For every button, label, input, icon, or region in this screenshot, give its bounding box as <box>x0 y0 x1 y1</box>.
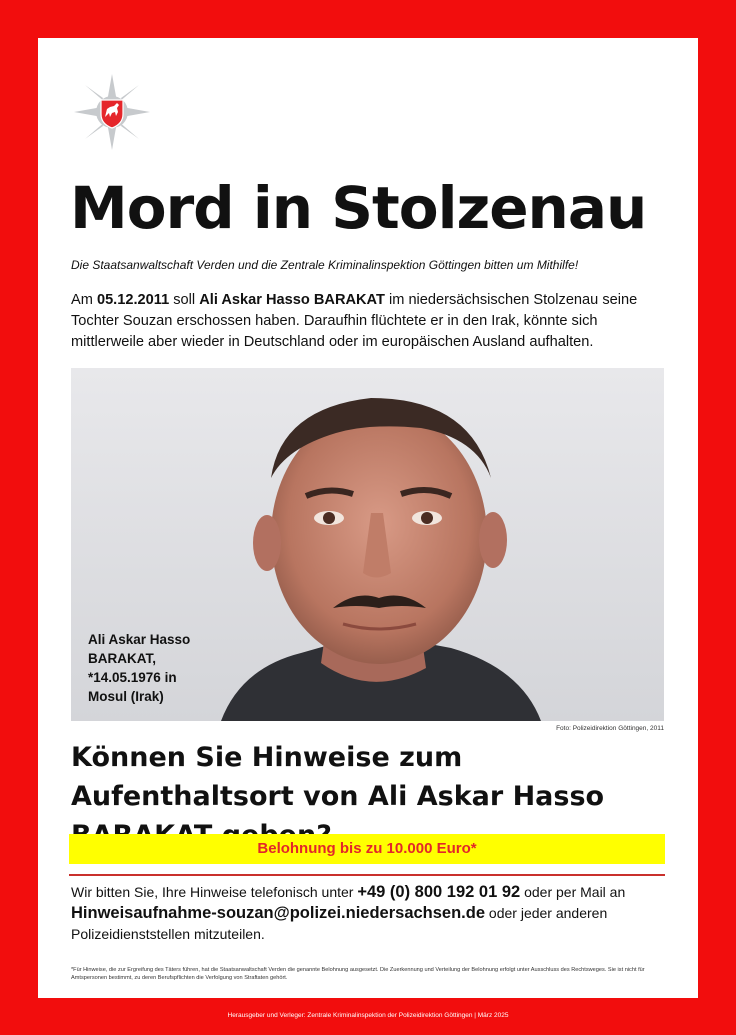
publisher-footer: Herausgeber und Verleger: Zentrale Kriminalinspektion der Polizeidirektion Göttingen | März 2025 <box>227 1012 509 1019</box>
divider <box>69 874 665 876</box>
subline: Die Staatsanwaltschaft Verden und die Zentrale Kriminalinspektion Göttingen bitten um Mithilfe! <box>71 258 579 272</box>
intro-paragraph: Am 05.12.2011 soll Ali Askar Hasso BARAKAT im niedersächsischen Stolzenau seine Tochter Souzan erschossen haben. Daraufhin flüchtete er in den Irak, könnte sich mittlerweile aber wieder in Deutschland oder im europäischen Ausland aufhalten. <box>71 292 638 350</box>
contact-paragraph: Wir bitten Sie, Ihre Hinweise telefonisch unter +49 (0) 800 192 01 92 oder per Mail an Hinweisaufnahme-souzan@polizei.niedersachsen.de oder jeder anderen Polizeidienststellen mitzuteilen. <box>71 883 626 942</box>
suspect-name: Ali Askar Hasso BARAKAT <box>199 292 385 308</box>
photo-caption: Ali Askar Hasso BARAKAT, *14.05.1976 in Mosul (Irak) <box>88 632 191 704</box>
hotline-phone-link[interactable]: +49 (0) 800 192 01 92 <box>357 883 521 901</box>
tip-email-link[interactable]: Hinweisaufnahme-souzan@polizei.niedersachsen.de <box>71 904 486 922</box>
appeal-question: Können Sie Hinweise zum Aufenthaltsort von Ali Askar Hasso <box>71 742 605 812</box>
photo-credit: Foto: Polizeidirektion Göttingen, 2011 <box>556 725 664 732</box>
crime-date: 05.12.2011 <box>96 292 170 308</box>
police-star-logo-icon <box>72 72 152 152</box>
poster-sheet <box>38 38 698 998</box>
reward-banner: Belohnung bis zu 10.000 Euro* <box>69 834 665 864</box>
reward-footnote: *Für Hinweise, die zur Ergreifung des Täters führen, hat die Staatsanwaltschaft Verden die genannte Belohnung ausgesetzt. Die Zuerkennung und Verteilung der Belohnung erfolgt unter Ausschluss des Rechtsweges. Sie ist nicht für Amtspersonen bestimmt, zu deren Berufspflichten die Verfolgung von Straftaten gehört. <box>71 967 645 981</box>
headline: Mord in Stolzenau <box>70 174 647 242</box>
suspect-photo <box>71 368 664 721</box>
